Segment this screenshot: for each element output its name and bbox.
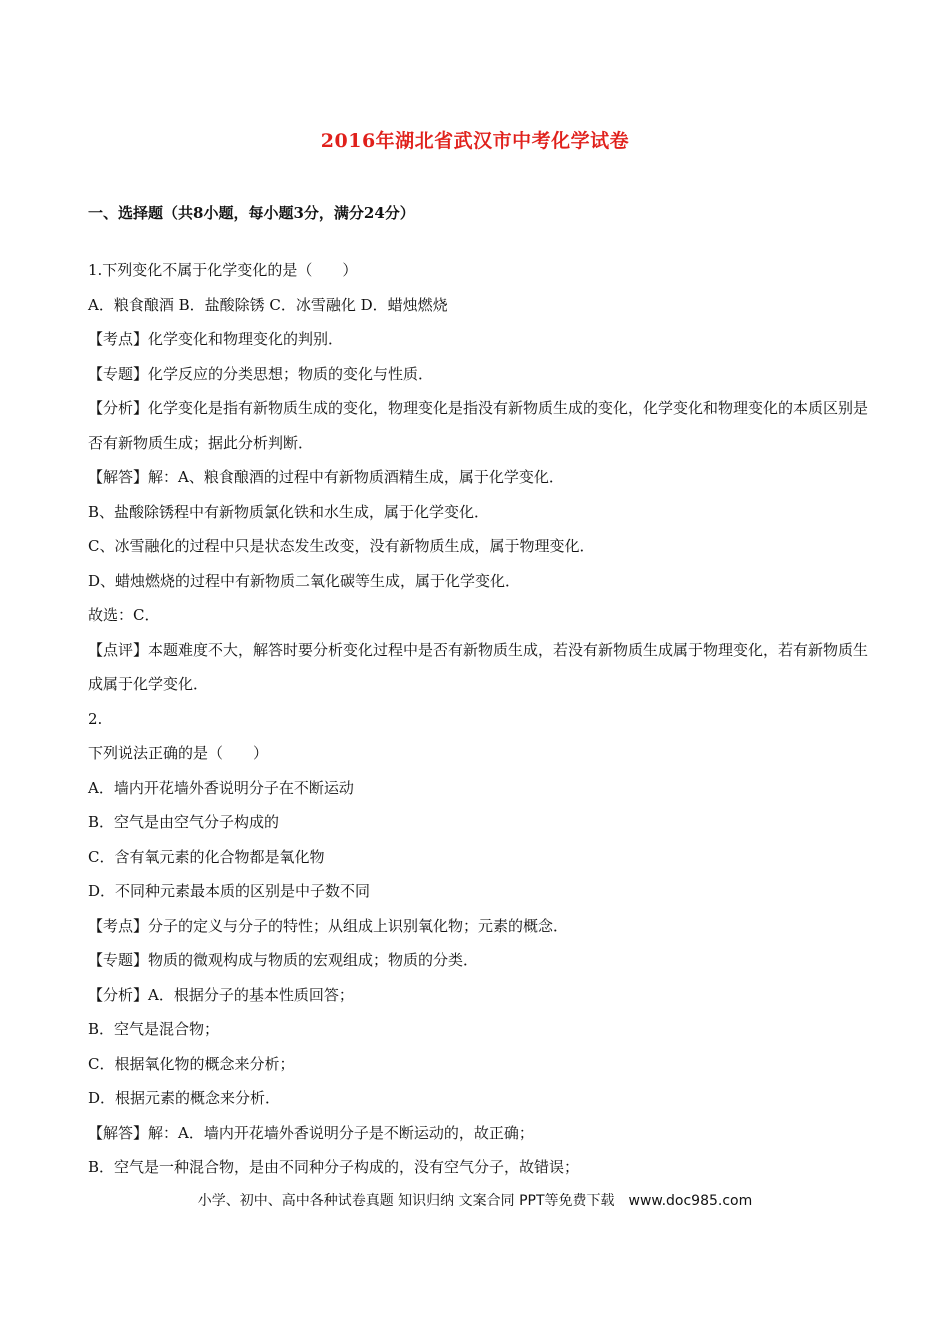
question-1-jieda-c: C、冰雪融化的过程中只是状态发生改变，没有新物质生成，属于物理变化．: [88, 537, 595, 555]
question-2-fenxi-a: 【分析】A．根据分子的基本性质回答；: [88, 985, 354, 1004]
question-1-zhuanti: 【专题】化学反应的分类思想；物质的变化与性质．: [88, 364, 434, 383]
question-2-option-d: D．不同种元素最本质的区别是中子数不同: [88, 882, 371, 900]
question-1-kaodian: 【考点】化学变化和物理变化的判别．: [88, 330, 344, 348]
question-2-fenxi-b: B．空气是混合物；: [88, 1020, 220, 1038]
question-1-fenxi: 【分析】化学变化是指有新物质生成的变化，物理变化是指没有新物质生成的变化，化学变化和物理变化的本质区别是否有新物质生成；据此分析判断．: [88, 399, 869, 452]
question-2-jieda-b: B．空气是一种混合物，是由不同种分子构成的，没有空气分子，故错误；: [88, 1158, 580, 1176]
question-2-kaodian: 【考点】分子的定义与分子的特性；从组成上识别氧化物；元素的概念．: [88, 916, 569, 935]
document-body: [88, 253, 868, 1185]
question-1-jieda-b: B、盐酸除锈程中有新物质氯化铁和水生成，属于化学变化．: [88, 502, 490, 521]
question-2-zhuanti: 【专题】物质的微观构成与物质的宏观组成；物质的分类．: [88, 951, 479, 969]
question-2-fenxi-c: C．根据氧化物的概念来分析；: [88, 1054, 295, 1073]
question-1-dianping: 【点评】本题难度不大，解答时要分析变化过程中是否有新物质生成，若没有新物质生成属于物理变化，若有新物质生成属于化学变化．: [88, 640, 869, 693]
question-2-stem: 下列说法正确的是（ ）: [88, 744, 269, 762]
question-1-options: A．粮食酿酒 B．盐酸除锈 C．冰雪融化 D．蜡烛燃烧: [88, 295, 448, 314]
page-footer: 小学、初中、高中各种试卷真题 知识归纳 文案合同 PPT等免费下载 www.doc985.com: [197, 1193, 753, 1209]
section-heading: 一、选择题（共8小题，每小题3分，满分24分）: [88, 204, 415, 222]
question-2-jieda-a: 【解答】解：A．墙内开花墙外香说明分子是不断运动的，故正确；: [88, 1123, 534, 1142]
question-1-answer: 故选：C．: [88, 606, 160, 624]
document-title: 2016年湖北省武汉市中考化学试卷: [320, 130, 630, 152]
question-2-number: 2.: [88, 709, 103, 728]
question-2-option-b: B．空气是由空气分子构成的: [88, 813, 280, 831]
question-2-option-a: A．墙内开花墙外香说明分子在不断运动: [88, 778, 354, 797]
question-2-option-c: C．含有氧元素的化合物都是氧化物: [88, 847, 325, 866]
question-1-stem: 1.下列变化不属于化学变化的是（ ）: [88, 261, 358, 279]
question-1-jieda-a: 【解答】解：A、粮食酿酒的过程中有新物质酒精生成，属于化学变化．: [88, 468, 564, 486]
question-1-jieda-d: D、蜡烛燃烧的过程中有新物质二氧化碳等生成，属于化学变化．: [88, 571, 521, 590]
question-2-fenxi-d: D．根据元素的概念来分析．: [88, 1089, 281, 1107]
